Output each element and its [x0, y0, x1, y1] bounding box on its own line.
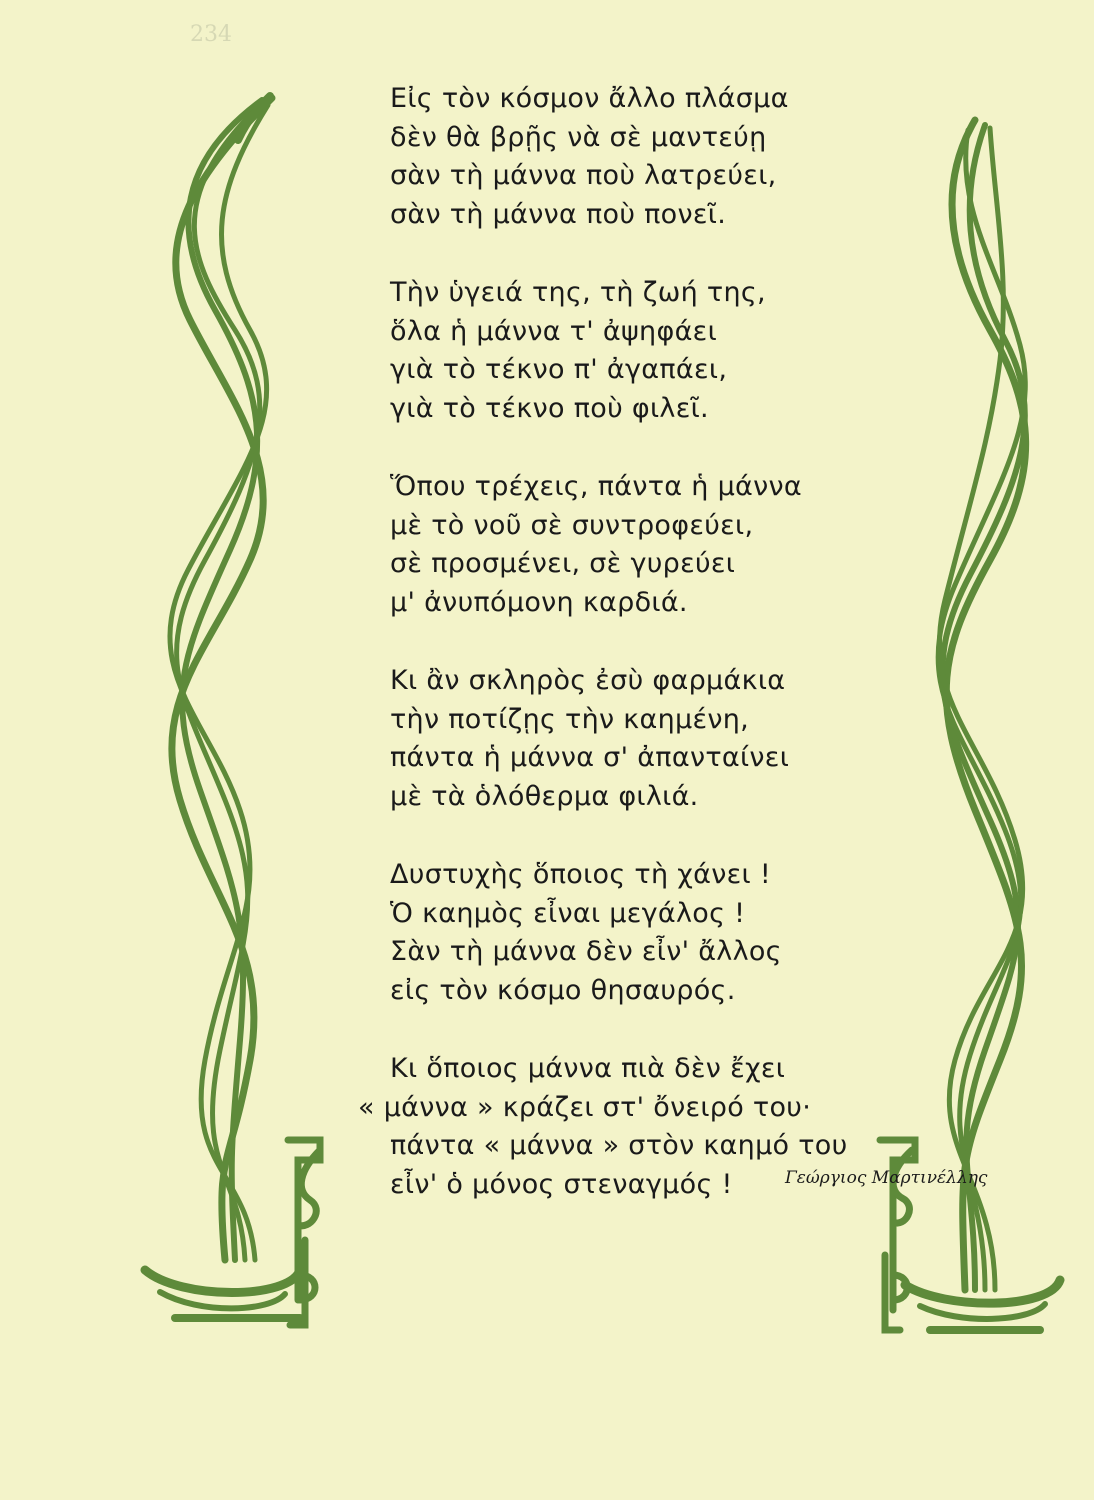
stanza [390, 856, 860, 1010]
verse-line: Κι ὅποιος μάννα πιὰ δὲν ἔχει [390, 1053, 786, 1084]
author-signature: Γεώργιος Μαρτινέλλης [785, 1168, 988, 1188]
verse-line: εἶν' ὁ μόνος στεναγμός ! [390, 1168, 733, 1200]
poem [358, 80, 860, 1244]
stanza [390, 80, 860, 234]
verse-line: εἰς τὸν κόσμο θησαυρός. [390, 974, 736, 1006]
verse-line: Ὅπου τρέχεις, πάντα ἡ μάννα [390, 471, 803, 502]
verse-line: τὴν ποτίζῃς τὴν καημένη, [390, 703, 750, 735]
verse-line: πάντα ἡ μάννα σ' ἀπανταίνει [390, 742, 790, 773]
verse-line: δὲν θὰ βρῇς νὰ σὲ μαντεύῃ [390, 121, 767, 153]
verse-line: μὲ τὰ ὁλόθερμα φιλιά. [390, 780, 699, 812]
verse-line: γιὰ τὸ τέκνο ποὺ φιλεῖ. [390, 392, 709, 424]
verse-line: σὰν τὴ μάννα ποὺ πονεῖ. [390, 198, 727, 230]
verse-line: σὰν τὴ μάννα ποὺ λατρεύει, [390, 160, 777, 191]
verse-line: Σὰν τὴ μάννα δὲν εἶν' ἄλλος [390, 936, 782, 967]
stanza [390, 662, 860, 816]
page-number: 234 [190, 22, 232, 47]
verse-line: Κι ἂν σκληρὸς ἐσὺ φαρμάκια [390, 665, 786, 696]
verse-line: Ὁ καημὸς εἶναι μεγάλος ! [390, 897, 746, 929]
verse-line: πάντα « μάννα » στὸν καημό του [390, 1130, 848, 1161]
verse-line: Τὴν ὑγειά της, τὴ ζωή της, [390, 277, 766, 308]
stanza [390, 468, 860, 622]
verse-line: Εἰς τὸν κόσμον ἄλλο πλάσμα [390, 83, 789, 114]
verse-line: μ' ἀνυπόμονη καρδιά. [390, 586, 688, 618]
verse-line: γιὰ τὸ τέκνο π' ἀγαπάει, [390, 354, 728, 385]
verse-line: ὅλα ἡ μάννα τ' ἀψηφάει [390, 315, 718, 347]
stanza [390, 274, 860, 428]
verse-line: μὲ τὸ νοῦ σὲ συντροφεύει, [390, 509, 754, 541]
verse-line: σὲ προσμένει, σὲ γυρεύει [390, 548, 736, 579]
verse-line: Δυστυχὴς ὅποιος τὴ χάνει ! [390, 859, 771, 890]
verse-line: « μάννα » κράζει στ' ὄνειρό του· [358, 1091, 812, 1123]
